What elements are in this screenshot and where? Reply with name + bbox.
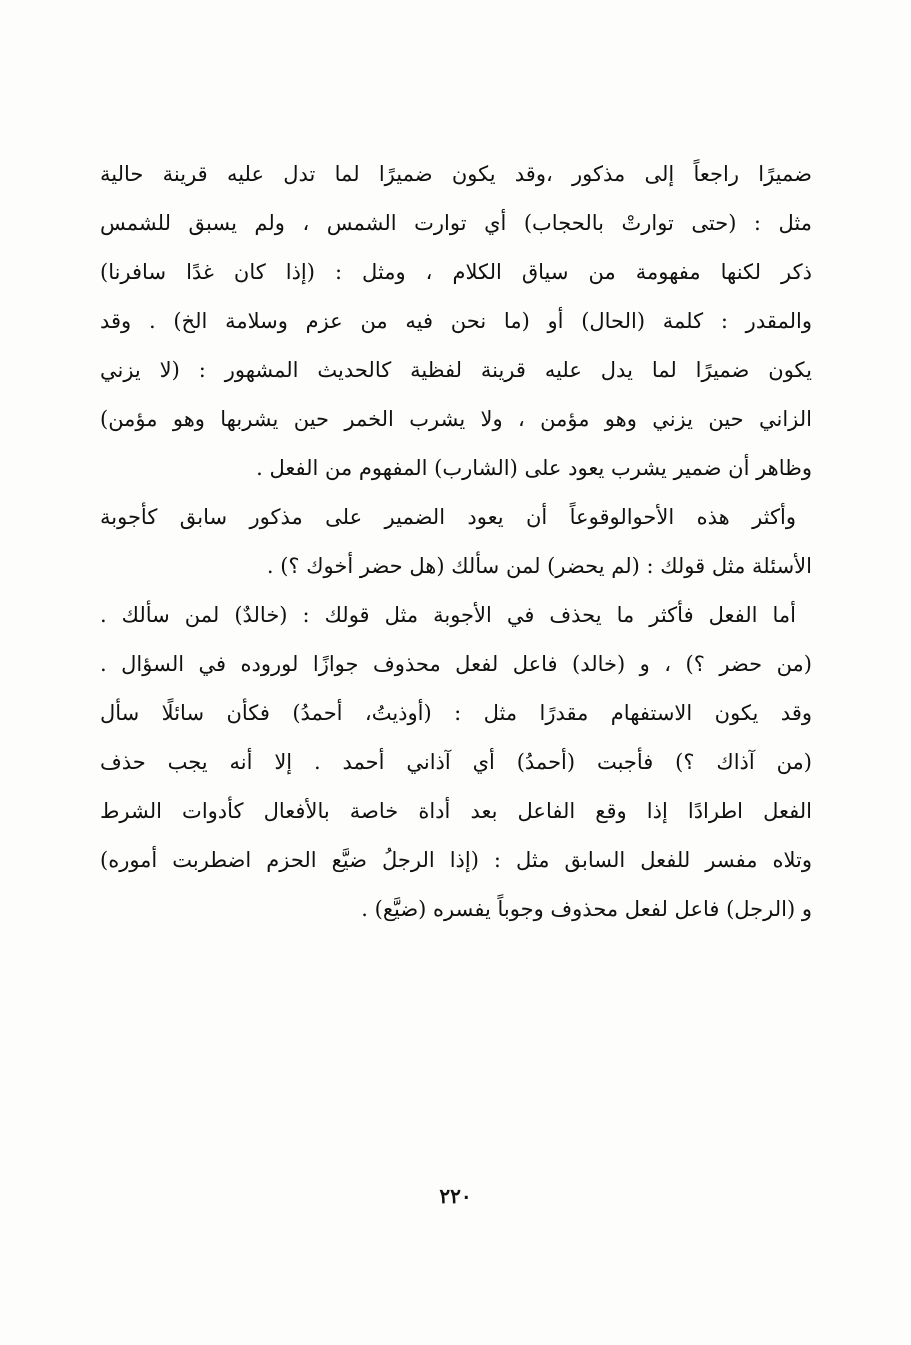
body-text — [100, 150, 812, 934]
text-line: والمقدر : كلمة (الحال) أو (ما نحن فيه من عزم وسلامة الخ) . وقد — [100, 309, 812, 333]
text-line: أما الفعل فأكثر ما يحذف في الأجوبة مثل قولك : (خالدٌ) لمن سألك . — [100, 603, 796, 627]
text-line: (من آذاك ؟) فأجبت (أحمدُ) أي آذاني أحمد . إلا أنه يجب حذف — [100, 750, 812, 774]
text-line: الزاني حين يزني وهو مؤمن ، ولا يشرب الخمر حين يشربها وهو مؤمن) — [100, 407, 812, 431]
text-line: الفعل اطرادًا إذا وقع الفاعل بعد أداة خاصة بالأفعال كأدوات الشرط — [100, 799, 812, 823]
text-line: وقد يكون الاستفهام مقدرًا مثل : (أوذيتُ، أحمدُ) فكأن سائلًا سأل — [100, 701, 812, 725]
text-line: و (الرجل) فاعل لفعل محذوف وجوباً يفسره (ضيَّع) . — [361, 897, 812, 921]
text-line: الأسئلة مثل قولك : (لم يحضر) لمن سألك (هل حضر أخوك ؟) . — [266, 554, 812, 578]
text-line: ضميرًا راجعاً إلى مذكور ،وقد يكون ضميرًا لما تدل عليه قرينة حالية — [100, 162, 812, 186]
text-line: وتلاه مفسر للفعل السابق مثل : (إذا الرجلُ ضيَّع الحزم اضطربت أموره) — [100, 848, 812, 872]
text-line: يكون ضميرًا لما يدل عليه قرينة لفظية كالحديث المشهور : (لا يزني — [100, 358, 812, 382]
text-line: (من حضر ؟) ، و (خالد) فاعل لفعل محذوف جوازًا لوروده في السؤال . — [100, 652, 812, 676]
text-line: ذكر لكنها مفهومة من سياق الكلام ، ومثل : (إذا كان غدًا سافرنا) — [100, 260, 812, 284]
text-line: وظاهر أن ضمير يشرب يعود على (الشارب) المفهوم من الفعل . — [256, 456, 812, 480]
page-number: ٢٢٠ — [439, 1184, 472, 1208]
text-line: مثل : (حتى توارتْ بالحجاب) أي توارت الشمس ، ولم يسبق للشمس — [100, 211, 812, 235]
text-line: وأكثر هذه الأحوالوقوعاً أن يعود الضمير على مذكور سابق كأجوبة — [100, 505, 796, 529]
